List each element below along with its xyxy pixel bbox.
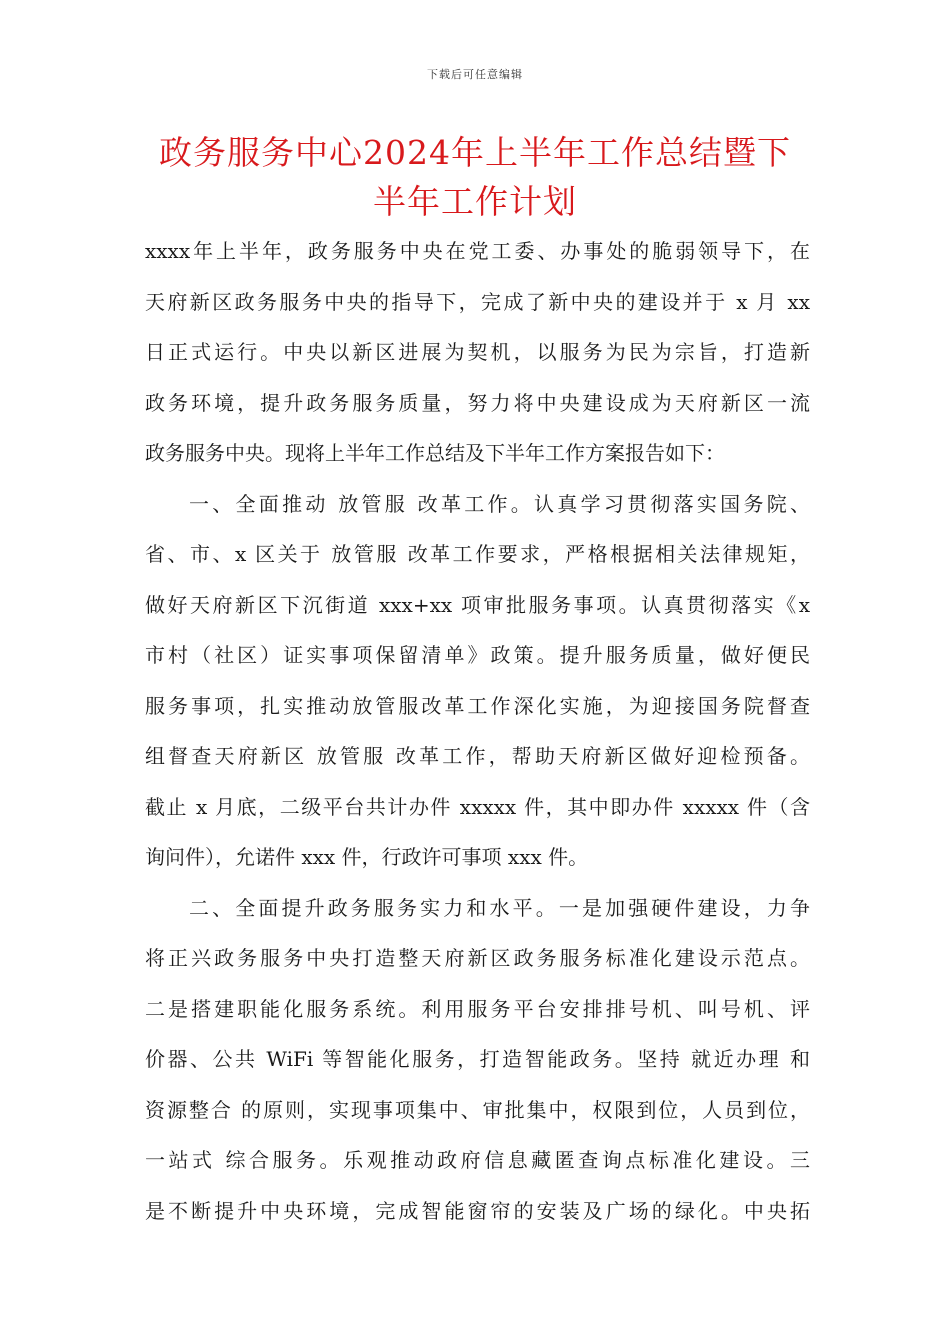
- header-note: 下载后可任意编辑: [427, 68, 523, 81]
- body-line: xxxx年上半年，政务服务中央在党工委、办事处的脆弱领导下，在: [145, 239, 810, 263]
- body-line: 做好天府新区下沉街道 xxx+xx 项审批服务事项。认真贯彻落实《x: [145, 592, 810, 617]
- document-body: [145, 226, 810, 1236]
- body-line: 日正式运行。中央以新区进展为契机，以服务为民为宗旨，打造新: [145, 340, 810, 364]
- body-line: 询问件），允诺件 xxx 件，行政许可事项 xxx 件。: [145, 845, 589, 869]
- title-line-1: 政务服务中心2024年上半年工作总结暨下: [159, 133, 791, 172]
- body-line: 组督查天府新区 放管服 改革工作，帮助天府新区做好迎检预备。: [145, 744, 810, 768]
- body-line: 截止 x 月底，二级平台共计办件 xxxxx 件，其中即办件 xxxxx 件（含: [145, 794, 810, 819]
- body-line: 服务事项，扎实推动放管服改革工作深化实施，为迎接国务院督查: [145, 693, 810, 718]
- body-line: 资源整合 的原则，实现事项集中、审批集中，权限到位，人员到位，: [145, 1097, 810, 1122]
- body-line: 一站式 综合服务。乐观推动政府信息藏匿查询点标准化建设。三: [145, 1148, 810, 1172]
- body-line: 二是搭建职能化服务系统。利用服务平台安排排号机、叫号机、评: [145, 996, 810, 1021]
- body-line: 一、全面推动 放管服 改革工作。认真学习贯彻落实国务院、: [189, 491, 810, 516]
- body-line: 省、市、x 区关于 放管服 改革工作要求，严格根据相关法律规矩，: [145, 542, 810, 566]
- title-line-2: 半年工作计划: [373, 182, 577, 221]
- body-line: 市村（社区）证实事项保留清单》政策。提升服务质量，做好便民: [145, 643, 810, 667]
- paragraph-intro: [145, 226, 810, 479]
- body-line: 天府新区政务服务中央的指导下，完成了新中央的建设并于 x 月 xx: [145, 289, 810, 314]
- paragraph-section-2: [145, 883, 810, 1237]
- body-line: 政务服务中央。现将上半年工作总结及下半年工作方案报告如下：: [145, 441, 725, 465]
- body-line: 将正兴政务服务中央打造整天府新区政务服务标准化建设示范点。: [145, 946, 810, 970]
- body-line: 是不断提升中央环境，完成智能窗帘的安装及广场的绿化。中央拓: [145, 1198, 810, 1223]
- document-title: [140, 128, 810, 226]
- body-line: 二、全面提升政务服务实力和水平。一是加强硬件建设，力争: [189, 895, 810, 920]
- body-line: 政务环境，提升政务服务质量，努力将中央建设成为天府新区一流: [145, 390, 810, 415]
- paragraph-section-1: [145, 479, 810, 883]
- body-line: 价器、公共 WiFi 等智能化服务，打造智能政务。坚持 就近办理 和: [145, 1047, 810, 1071]
